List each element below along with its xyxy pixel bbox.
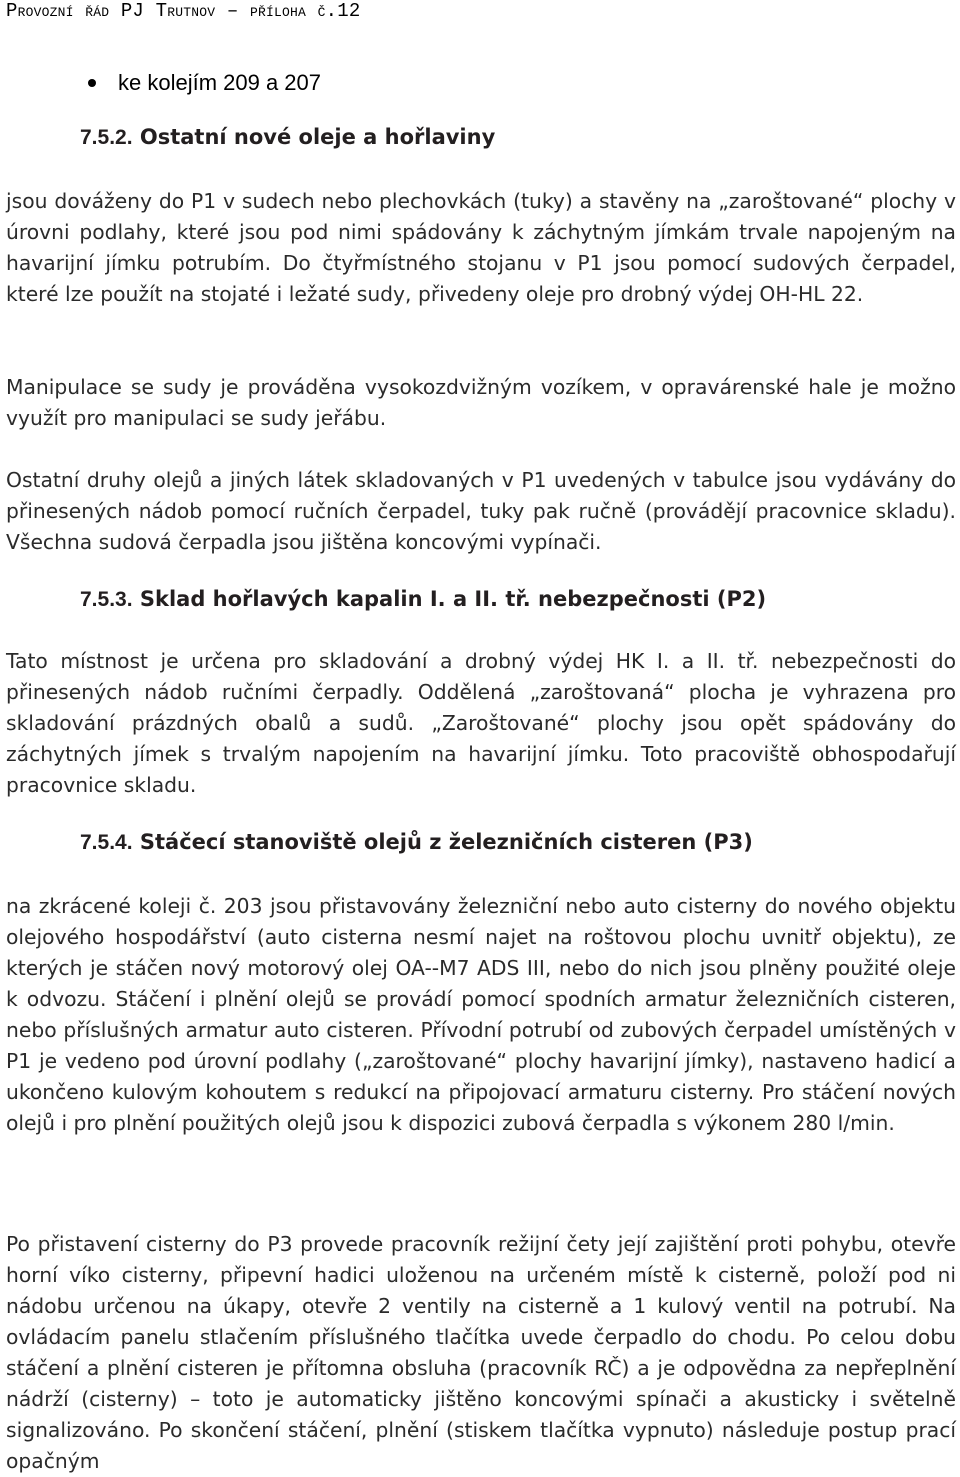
paragraph-tank-unloading: na zkrácené koleji č. 203 jsou přistavovány železniční nebo auto cisterny do nového objektu olejového hospodářství (auto cisterna nesmí najet na roštovou plochu uvnitř objektu), ze kterých je stáčen nový motorový olej OA--M7 ADS III, nebo do nich jsou plněny použité oleje k odvozu. Stáčení i plnění olejů se provádí pomocí spodních armatur železničních cisteren, nebo příslušných armatur auto cisteren. Přívodní potrubí od zubových čerpadel umístěných v P1 je vedeno pod úrovní podlahy („zaroštované“ plochy havarijní jímky), nastaveno hadicí a ukončeno kulovým kohoutem s redukcí na připojovací armaturu cisterny. Pro stáčení nových olejů i pro plnění použitých olejů jsou k dispozici zubová čerpadla s výkonem 280 l/min. — [6, 894, 956, 1135]
section-number: 7.5.4. — [80, 831, 133, 854]
section-title: Ostatní nové oleje a hořlaviny — [139, 125, 496, 149]
paragraph-oils-delivery: jsou dováženy do P1 v sudech nebo plechovkách (tuky) a stavěny na „zaroštované“ plochy v úrovni podlahy, které jsou pod nimi spádovány k záchytným jímkám trvale napojeným na havarijní jímku potrubím. Do čtyřmístného stojanu v P1 jsou pomocí sudových čerpadel, které lze použít na stojaté i ležaté sudy, přivedeny oleje pro drobný výdej OH-HL 22. — [6, 189, 956, 306]
paragraph-other-oils: Ostatní druhy olejů a jiných látek skladovaných v P1 uvedených v tabulce jsou vydávány do přinesených nádob pomocí ručních čerpadel, tuky pak ručně (provádějí pracovnice skladu). Všechna sudová čerpadla jsou jištěna koncovými vypínači. — [6, 468, 956, 554]
section-number: 7.5.2. — [80, 126, 133, 149]
section-number: 7.5.3. — [80, 588, 133, 611]
section-heading-7-5-4 — [80, 830, 753, 855]
section-heading-7-5-3 — [80, 587, 766, 612]
paragraph-procedure: Po přistavení cisterny do P3 provede pracovník režijní čety její zajištění proti pohybu, otevře horní víko cisterny, připevní hadici uloženou na určeném místě k cisterně, položí pod ni nádobu určenou na úkapy, otevře 2 ventily na cisterně a 1 kulový ventil na potrubí. Na ovládacím panelu stlačením příslušného tlačítka uvede čerpadlo do chodu. Po celou dobu stáčení a plnění cisteren je přítomna obsluha (pracovník RČ) a je odpovědna za nepřeplnění nádrží (cisterny) – toto je automaticky jištěno koncovými spínači a akusticky i světelně signalizováno. Po skončení stáčení, plnění (stiskem tlačítka vypnuto) následuje postup prací opačným — [6, 1232, 956, 1473]
bullet-text: ke kolejím 209 a 207 — [118, 70, 322, 95]
running-header: Provozní řád PJ Trutnov – příloha č.12 — [6, 0, 361, 22]
section-heading-7-5-2 — [80, 125, 495, 150]
paragraph-drum-handling: Manipulace se sudy je prováděna vysokozdvižným vozíkem, v opravárenské hale je možno využít pro manipulaci se sudy jeřábu. — [6, 375, 956, 430]
bullet-list-item — [88, 70, 321, 96]
paragraph-storage-room: Tato místnost je určena pro skladování a drobný výdej HK I. a II. tř. nebezpečnosti do přinesených nádob ručními čerpadly. Oddělená „zaroštovaná“ plocha je vyhrazena pro skladování prázdných obalů a sudů. „Zaroštované“ plochy jsou opět spádovány do záchytných jímek s trvalým napojením na havarijní jímku. Toto pracoviště obhospodařují pracovnice skladu. — [6, 649, 956, 797]
section-title: Sklad hořlavých kapalin I. a II. tř. nebezpečnosti (P2) — [139, 587, 767, 611]
bullet-icon — [88, 79, 96, 87]
section-title: Stáčecí stanoviště olejů z železničních cisteren (P3) — [139, 830, 753, 854]
